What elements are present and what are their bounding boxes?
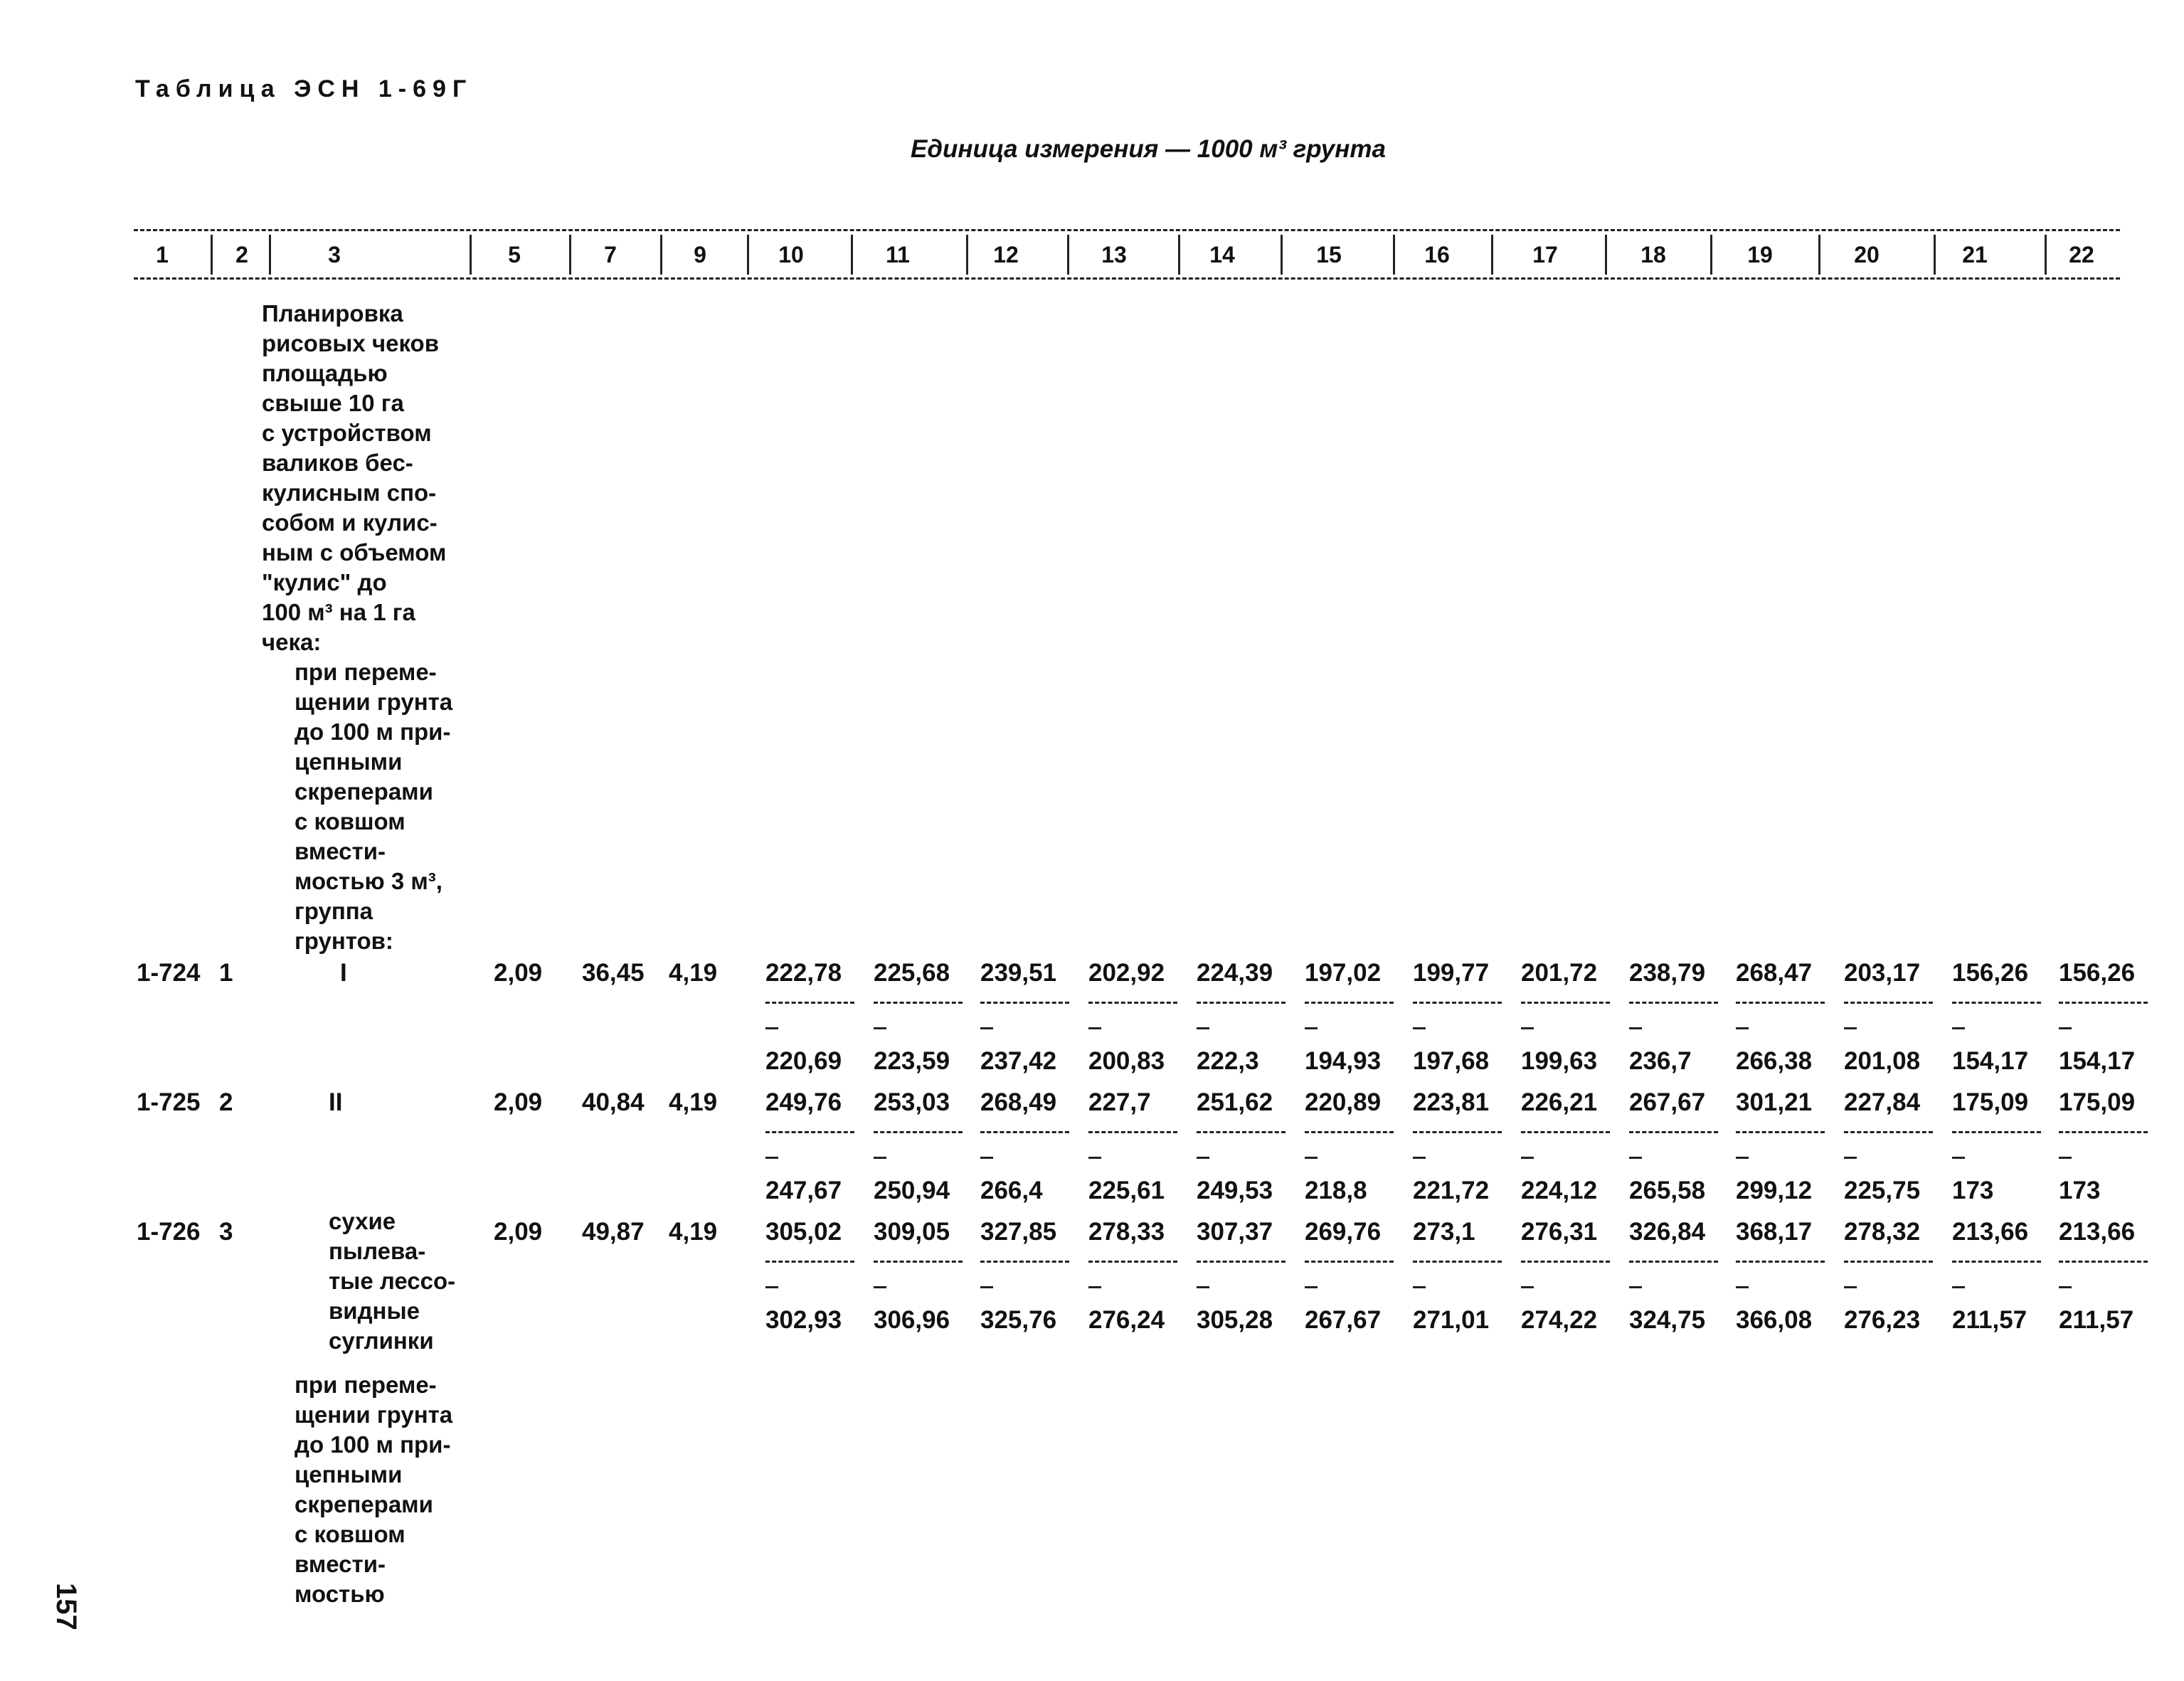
numerator-value: 175,09 bbox=[2059, 1088, 2136, 1116]
numerator-value: 309,05 bbox=[874, 1218, 950, 1246]
soil-group: II bbox=[329, 1088, 343, 1116]
numerator-value: 278,33 bbox=[1088, 1218, 1165, 1246]
intro-line: с устройством bbox=[262, 420, 432, 446]
numerator-value: 220,89 bbox=[1305, 1088, 1382, 1116]
denominator-value: 236,7 bbox=[1629, 1047, 1692, 1075]
numerator-value: 327,85 bbox=[980, 1218, 1057, 1246]
numerator-value: 175,09 bbox=[1952, 1088, 2029, 1116]
denominator-value: 223,59 bbox=[874, 1047, 950, 1075]
numerator-value: 305,02 bbox=[765, 1218, 842, 1246]
fraction-dash bbox=[2059, 1157, 2072, 1159]
numerator-value: 269,76 bbox=[1305, 1218, 1382, 1246]
fraction-dash bbox=[1197, 1027, 1209, 1029]
denominator-value: 324,75 bbox=[1629, 1306, 1706, 1334]
header-cell: 10 bbox=[778, 242, 804, 267]
denominator-value: 250,94 bbox=[874, 1177, 950, 1204]
numerator-value: 368,17 bbox=[1736, 1218, 1813, 1246]
header-cell: 14 bbox=[1209, 242, 1235, 267]
intro-line: чека: bbox=[262, 629, 322, 655]
sub-line: с ковшом bbox=[295, 808, 405, 834]
fraction-dash bbox=[1305, 1286, 1318, 1288]
numerator-value: 156,26 bbox=[1952, 959, 2029, 987]
fraction-rule bbox=[1413, 1002, 1502, 1004]
header-cell: 16 bbox=[1424, 242, 1450, 267]
tail-line: цепными bbox=[295, 1461, 403, 1488]
numerator-value: 251,62 bbox=[1197, 1088, 1273, 1116]
intro-line: рисовых чеков bbox=[262, 330, 439, 356]
fraction-dash bbox=[1197, 1157, 1209, 1159]
fraction-rule bbox=[1952, 1261, 2041, 1263]
header-column-separator bbox=[1818, 235, 1820, 275]
fraction-dash bbox=[1413, 1157, 1426, 1159]
fraction-dash bbox=[1844, 1027, 1857, 1029]
value-col7: 36,45 bbox=[582, 959, 645, 987]
header-cell: 2 bbox=[235, 242, 248, 267]
denominator-value: 211,57 bbox=[2059, 1306, 2134, 1334]
denominator-value: 267,67 bbox=[1305, 1306, 1382, 1334]
sub-line: группа bbox=[295, 898, 373, 924]
intro-line: 100 м³ на 1 га bbox=[262, 599, 415, 625]
tail-line: с ковшом bbox=[295, 1521, 405, 1547]
denominator-value: 325,76 bbox=[980, 1306, 1057, 1334]
header-bottom-rule bbox=[134, 277, 2120, 280]
value-col7: 49,87 bbox=[582, 1218, 645, 1246]
intro-line: "кулис" до bbox=[262, 569, 387, 595]
header-cell: 17 bbox=[1532, 242, 1558, 267]
fraction-rule bbox=[1305, 1131, 1394, 1133]
fraction-rule bbox=[1844, 1261, 1933, 1263]
fraction-dash bbox=[1629, 1157, 1642, 1159]
fraction-rule bbox=[1088, 1131, 1177, 1133]
header-cell: 5 bbox=[508, 242, 521, 267]
value-col9: 4,19 bbox=[669, 1218, 718, 1246]
header-column-separator bbox=[1605, 235, 1607, 275]
denominator-value: 276,24 bbox=[1088, 1306, 1165, 1334]
value-col5: 2,09 bbox=[494, 1218, 543, 1246]
denominator-value: 249,53 bbox=[1197, 1177, 1273, 1204]
header-cell: 7 bbox=[604, 242, 617, 267]
fraction-dash bbox=[980, 1027, 993, 1029]
header-column-separator bbox=[851, 235, 853, 275]
fraction-dash bbox=[874, 1286, 886, 1288]
numerator-value: 226,21 bbox=[1521, 1088, 1598, 1116]
fraction-rule bbox=[980, 1002, 1069, 1004]
fraction-rule bbox=[980, 1261, 1069, 1263]
tail-line: до 100 м при- bbox=[295, 1431, 451, 1458]
denominator-value: 154,17 bbox=[1952, 1047, 2029, 1075]
denominator-value: 220,69 bbox=[765, 1047, 842, 1075]
denominator-value: 276,23 bbox=[1844, 1306, 1921, 1334]
units-caption: Единица измерения — 1000 м³ грунта bbox=[911, 135, 1386, 163]
fraction-rule bbox=[1736, 1261, 1825, 1263]
row-number: 1 bbox=[219, 959, 233, 987]
fraction-rule bbox=[1736, 1131, 1825, 1133]
intro-line: Планировка bbox=[262, 300, 403, 327]
fraction-dash bbox=[1736, 1286, 1749, 1288]
group3-line: сухие bbox=[329, 1208, 396, 1234]
sub-line: при переме- bbox=[295, 659, 437, 685]
header-cell: 20 bbox=[1854, 242, 1880, 267]
fraction-dash bbox=[1736, 1157, 1749, 1159]
header-top-rule bbox=[134, 229, 2120, 231]
intro-line: валиков бес- bbox=[262, 450, 413, 476]
numerator-value: 202,92 bbox=[1088, 959, 1165, 987]
numerator-value: 239,51 bbox=[980, 959, 1057, 987]
denominator-value: 271,01 bbox=[1413, 1306, 1490, 1334]
soil-group: I bbox=[340, 959, 347, 987]
work-description bbox=[262, 299, 446, 657]
tail-line: вмести- bbox=[295, 1551, 386, 1577]
fraction-rule bbox=[2059, 1261, 2148, 1263]
numerator-value: 278,32 bbox=[1844, 1218, 1921, 1246]
group3-line: суглинки bbox=[329, 1327, 434, 1354]
fraction-dash bbox=[1413, 1286, 1426, 1288]
group3-line: тые лессо- bbox=[329, 1268, 456, 1294]
fraction-rule bbox=[2059, 1131, 2148, 1133]
fraction-dash bbox=[1844, 1286, 1857, 1288]
fraction-rule bbox=[1629, 1002, 1718, 1004]
table-title: Таблица ЭСН 1-69Г bbox=[135, 75, 473, 102]
fraction-dash bbox=[874, 1027, 886, 1029]
numerator-value: 301,21 bbox=[1736, 1088, 1813, 1116]
subcondition-description bbox=[295, 657, 452, 956]
fraction-dash bbox=[1088, 1286, 1101, 1288]
header-cell: 15 bbox=[1316, 242, 1342, 267]
intro-line: кулисным спо- bbox=[262, 479, 437, 506]
denominator-value: 199,63 bbox=[1521, 1047, 1598, 1075]
numerator-value: 227,84 bbox=[1844, 1088, 1921, 1116]
numerator-value: 203,17 bbox=[1844, 959, 1921, 987]
numerator-value: 238,79 bbox=[1629, 959, 1706, 987]
fraction-dash bbox=[1952, 1027, 1965, 1029]
fraction-rule bbox=[765, 1131, 854, 1133]
numerator-value: 268,47 bbox=[1736, 959, 1813, 987]
fraction-rule bbox=[2059, 1002, 2148, 1004]
fraction-dash bbox=[1629, 1286, 1642, 1288]
denominator-value: 173 bbox=[2059, 1177, 2101, 1204]
denominator-value: 237,42 bbox=[980, 1047, 1057, 1075]
value-col5: 2,09 bbox=[494, 1088, 543, 1116]
value-col9: 4,19 bbox=[669, 959, 718, 987]
header-cell: 19 bbox=[1747, 242, 1773, 267]
denominator-value: 194,93 bbox=[1305, 1047, 1382, 1075]
fraction-rule bbox=[1952, 1002, 2041, 1004]
fraction-rule bbox=[1305, 1002, 1394, 1004]
row-code: 1-726 bbox=[137, 1218, 201, 1246]
denominator-value: 218,8 bbox=[1305, 1177, 1367, 1204]
intro-line: ным с объемом bbox=[262, 539, 447, 566]
fraction-dash bbox=[1629, 1027, 1642, 1029]
value-col9: 4,19 bbox=[669, 1088, 718, 1116]
numerator-value: 197,02 bbox=[1305, 959, 1382, 987]
fraction-rule bbox=[1197, 1002, 1286, 1004]
fraction-dash bbox=[1305, 1157, 1318, 1159]
numerator-value: 276,31 bbox=[1521, 1218, 1598, 1246]
fraction-rule bbox=[1088, 1261, 1177, 1263]
group3-description bbox=[329, 1207, 455, 1356]
fraction-rule bbox=[980, 1131, 1069, 1133]
numerator-value: 268,49 bbox=[980, 1088, 1057, 1116]
fraction-dash bbox=[1521, 1157, 1534, 1159]
fraction-dash bbox=[1413, 1027, 1426, 1029]
fraction-dash bbox=[980, 1157, 993, 1159]
tail-line: при переме- bbox=[295, 1372, 437, 1398]
tail-line: щении грунта bbox=[295, 1401, 453, 1428]
row-number: 3 bbox=[219, 1218, 233, 1246]
intro-line: собом и кулис- bbox=[262, 509, 438, 536]
fraction-dash bbox=[1736, 1027, 1749, 1029]
denominator-value: 225,75 bbox=[1844, 1177, 1921, 1204]
fraction-dash bbox=[874, 1157, 886, 1159]
fraction-dash bbox=[2059, 1286, 2072, 1288]
numerator-value: 156,26 bbox=[2059, 959, 2136, 987]
fraction-dash bbox=[2059, 1027, 2072, 1029]
fraction-dash bbox=[765, 1286, 778, 1288]
intro-line: площадью bbox=[262, 360, 388, 386]
fraction-dash bbox=[1088, 1027, 1101, 1029]
header-cell: 3 bbox=[328, 242, 341, 267]
row-code: 1-724 bbox=[137, 959, 201, 987]
fraction-dash bbox=[1197, 1286, 1209, 1288]
fraction-rule bbox=[874, 1261, 963, 1263]
fraction-rule bbox=[765, 1002, 854, 1004]
fraction-dash bbox=[765, 1157, 778, 1159]
fraction-rule bbox=[1305, 1261, 1394, 1263]
fraction-dash bbox=[980, 1286, 993, 1288]
page-number: 157 bbox=[51, 1583, 82, 1630]
denominator-value: 201,08 bbox=[1844, 1047, 1921, 1075]
group3-line: пылева- bbox=[329, 1238, 426, 1264]
fraction-dash bbox=[1305, 1027, 1318, 1029]
header-column-separator bbox=[1281, 235, 1283, 275]
fraction-dash bbox=[1521, 1286, 1534, 1288]
numerator-value: 213,66 bbox=[1952, 1218, 2029, 1246]
fraction-rule bbox=[1629, 1131, 1718, 1133]
numerator-value: 307,37 bbox=[1197, 1218, 1273, 1246]
header-cell: 12 bbox=[993, 242, 1019, 267]
numerator-value: 253,03 bbox=[874, 1088, 950, 1116]
fraction-dash bbox=[1088, 1157, 1101, 1159]
fraction-rule bbox=[1736, 1002, 1825, 1004]
fraction-dash bbox=[1952, 1157, 1965, 1159]
fraction-rule bbox=[1521, 1131, 1610, 1133]
fraction-dash bbox=[1952, 1286, 1965, 1288]
header-column-separator bbox=[1710, 235, 1712, 275]
header-cell: 1 bbox=[156, 242, 169, 267]
numerator-value: 222,78 bbox=[765, 959, 842, 987]
denominator-value: 197,68 bbox=[1413, 1047, 1490, 1075]
fraction-rule bbox=[765, 1261, 854, 1263]
fraction-rule bbox=[1413, 1131, 1502, 1133]
numerator-value: 273,1 bbox=[1413, 1218, 1475, 1246]
denominator-value: 154,17 bbox=[2059, 1047, 2136, 1075]
numerator-value: 213,66 bbox=[2059, 1218, 2136, 1246]
tail-description bbox=[295, 1370, 452, 1609]
fraction-rule bbox=[1413, 1261, 1502, 1263]
fraction-rule bbox=[1088, 1002, 1177, 1004]
header-cell: 13 bbox=[1101, 242, 1127, 267]
denominator-value: 266,38 bbox=[1736, 1047, 1813, 1075]
value-col7: 40,84 bbox=[582, 1088, 645, 1116]
numerator-value: 267,67 bbox=[1629, 1088, 1706, 1116]
header-cell: 18 bbox=[1640, 242, 1666, 267]
numerator-value: 225,68 bbox=[874, 959, 950, 987]
fraction-dash bbox=[1844, 1157, 1857, 1159]
fraction-rule bbox=[874, 1002, 963, 1004]
fraction-rule bbox=[874, 1131, 963, 1133]
fraction-rule bbox=[1521, 1002, 1610, 1004]
sub-line: щении грунта bbox=[295, 689, 453, 715]
tail-line: мостью bbox=[295, 1581, 385, 1607]
sub-line: грунтов: bbox=[295, 928, 393, 954]
row-code: 1-725 bbox=[137, 1088, 201, 1116]
fraction-dash bbox=[1521, 1027, 1534, 1029]
denominator-value: 200,83 bbox=[1088, 1047, 1165, 1075]
denominator-value: 266,4 bbox=[980, 1177, 1043, 1204]
row-number: 2 bbox=[219, 1088, 233, 1116]
denominator-value: 222,3 bbox=[1197, 1047, 1259, 1075]
header-cell: 22 bbox=[2069, 242, 2094, 267]
numerator-value: 199,77 bbox=[1413, 959, 1490, 987]
denominator-value: 274,22 bbox=[1521, 1306, 1598, 1334]
denominator-value: 221,72 bbox=[1413, 1177, 1490, 1204]
sub-line: мостью 3 м³, bbox=[295, 868, 442, 894]
numerator-value: 223,81 bbox=[1413, 1088, 1490, 1116]
denominator-value: 225,61 bbox=[1088, 1177, 1165, 1204]
fraction-rule bbox=[1521, 1261, 1610, 1263]
header-cell: 21 bbox=[1962, 242, 1988, 267]
denominator-value: 211,57 bbox=[1952, 1306, 2027, 1334]
sub-line: до 100 м при- bbox=[295, 718, 451, 745]
numerator-value: 326,84 bbox=[1629, 1218, 1706, 1246]
fraction-rule bbox=[1197, 1261, 1286, 1263]
intro-line: свыше 10 га bbox=[262, 390, 404, 416]
fraction-rule bbox=[1629, 1261, 1718, 1263]
denominator-value: 366,08 bbox=[1736, 1306, 1813, 1334]
sub-line: вмести- bbox=[295, 838, 386, 864]
numerator-value: 249,76 bbox=[765, 1088, 842, 1116]
value-col5: 2,09 bbox=[494, 959, 543, 987]
numerator-value: 224,39 bbox=[1197, 959, 1273, 987]
denominator-value: 299,12 bbox=[1736, 1177, 1813, 1204]
denominator-value: 173 bbox=[1952, 1177, 1994, 1204]
sub-line: скреперами bbox=[295, 778, 433, 805]
header-cell: 9 bbox=[694, 242, 706, 267]
sub-line: цепными bbox=[295, 748, 403, 775]
denominator-value: 247,67 bbox=[765, 1177, 842, 1204]
fraction-rule bbox=[1952, 1131, 2041, 1133]
numerator-value: 201,72 bbox=[1521, 959, 1598, 987]
header-cell: 11 bbox=[886, 242, 910, 267]
denominator-value: 302,93 bbox=[765, 1306, 842, 1334]
numerator-value: 227,7 bbox=[1088, 1088, 1151, 1116]
group3-line: видные bbox=[329, 1298, 420, 1324]
header-column-separator bbox=[1491, 235, 1493, 275]
header-column-separator bbox=[1067, 235, 1069, 275]
fraction-rule bbox=[1197, 1131, 1286, 1133]
fraction-rule bbox=[1844, 1002, 1933, 1004]
fraction-rule bbox=[1844, 1131, 1933, 1133]
denominator-value: 224,12 bbox=[1521, 1177, 1598, 1204]
denominator-value: 305,28 bbox=[1197, 1306, 1273, 1334]
fraction-dash bbox=[765, 1027, 778, 1029]
denominator-value: 265,58 bbox=[1629, 1177, 1706, 1204]
tail-line: скреперами bbox=[295, 1491, 433, 1517]
denominator-value: 306,96 bbox=[874, 1306, 950, 1334]
